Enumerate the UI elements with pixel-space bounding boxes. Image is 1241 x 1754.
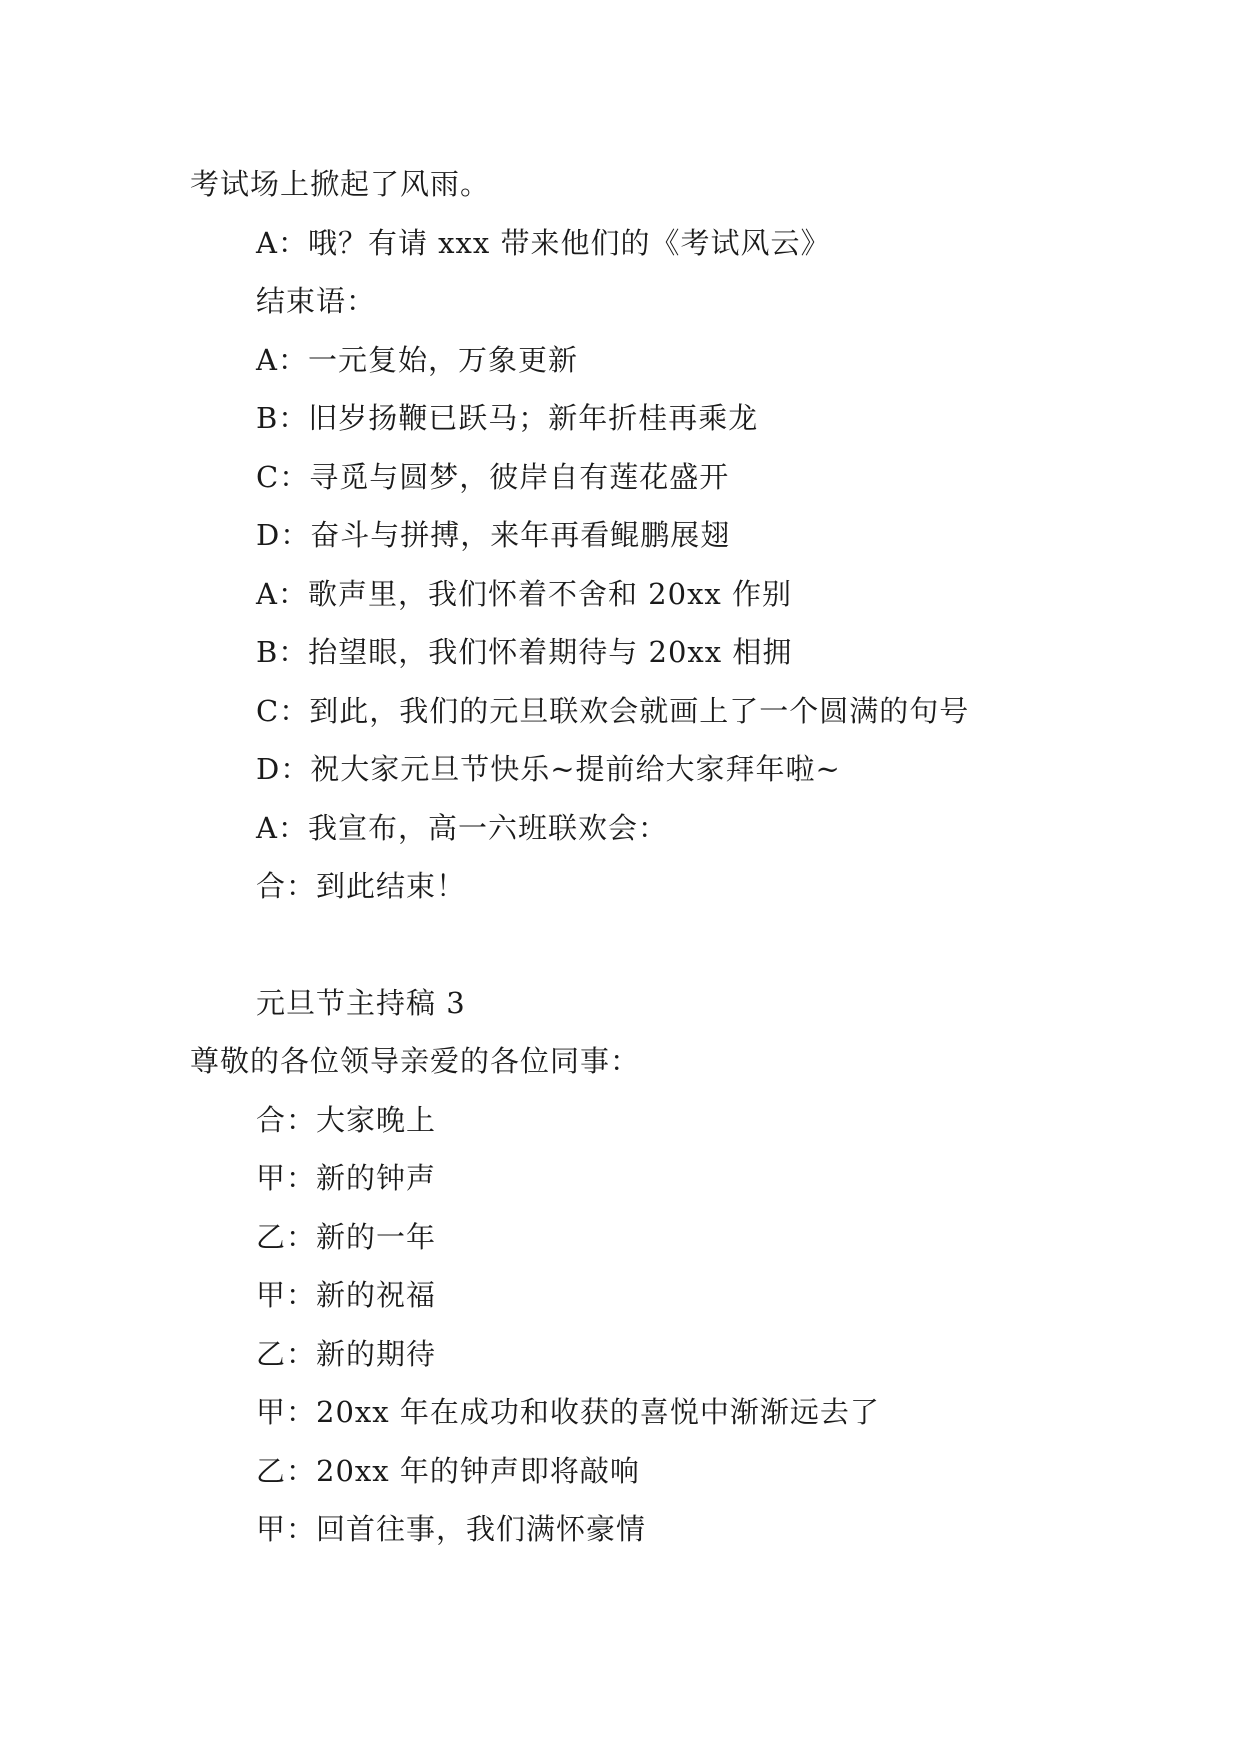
text-line: 乙：新的一年 — [256, 1220, 437, 1254]
text-line: B：抬望眼，我们怀着期待与 20xx 相拥 — [256, 635, 793, 669]
text-line: C：到此，我们的元旦联欢会就画上了一个圆满的句号 — [256, 694, 970, 728]
text-line: 乙：20xx 年的钟声即将敲响 — [256, 1454, 640, 1488]
text-line: 甲：新的钟声 — [256, 1161, 437, 1195]
text-line: 乙：新的期待 — [256, 1337, 437, 1371]
text-line: 考试场上掀起了风雨。 — [190, 167, 491, 201]
section-title: 元旦节主持稿 3 — [256, 986, 466, 1020]
text-line: A：哦？有请 xxx 带来他们的《考试风云》 — [256, 226, 831, 260]
text-line: 甲：20xx 年在成功和收获的喜悦中渐渐远去了 — [256, 1395, 880, 1429]
text-line: 甲：回首往事，我们满怀豪情 — [256, 1512, 647, 1546]
text-line: B：旧岁扬鞭已跃马；新年折桂再乘龙 — [256, 401, 759, 435]
text-line: A：歌声里，我们怀着不舍和 20xx 作别 — [256, 577, 792, 611]
text-line: A：一元复始，万象更新 — [256, 343, 578, 377]
text-line: C：寻觅与圆梦，彼岸自有莲花盛开 — [256, 460, 730, 494]
text-line: D：祝大家元旦节快乐~提前给大家拜年啦~ — [256, 752, 841, 786]
text-line: 合：大家晚上 — [256, 1103, 437, 1137]
text-line: 甲：新的祝福 — [256, 1278, 437, 1312]
section-heading: 结束语： — [256, 284, 377, 318]
text-line: D：奋斗与拼搏，来年再看鲲鹏展翅 — [256, 518, 731, 552]
text-line: A：我宣布，高一六班联欢会： — [256, 811, 668, 845]
greeting-line: 尊敬的各位领导亲爱的各位同事： — [190, 1044, 641, 1078]
text-line: 合：到此结束！ — [256, 869, 467, 903]
